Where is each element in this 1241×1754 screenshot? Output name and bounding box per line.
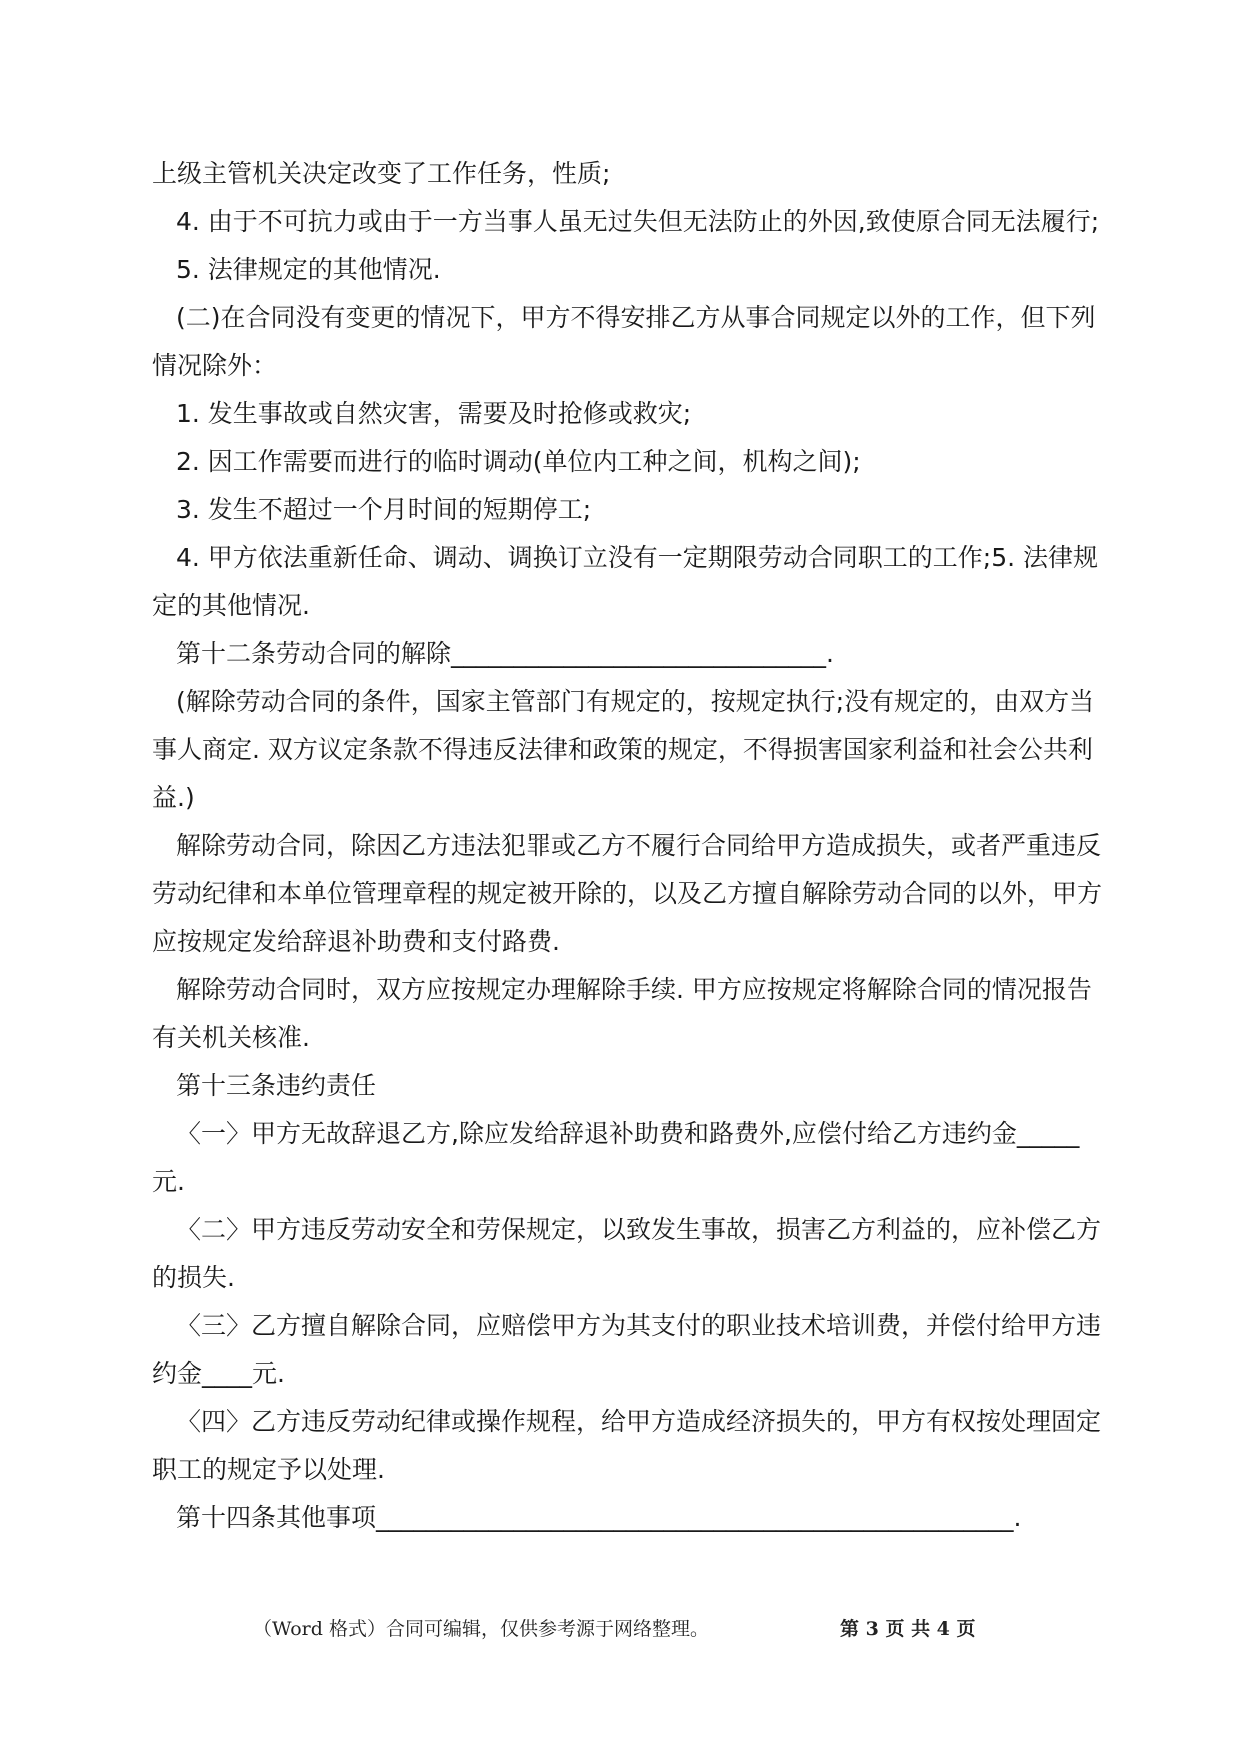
text-line: 第十四条其他事项___________________________________________________. — [176, 1503, 1022, 1532]
text-line: 元. — [152, 1167, 185, 1196]
text-line: 有关机关核准. — [152, 1023, 310, 1052]
text-line: 〈一〉甲方无故辞退乙方,除应发给辞退补助费和路费外,应偿付给乙方违约金_____ — [176, 1119, 1080, 1148]
text-line: 上级主管机关决定改变了工作任务，性质; — [152, 159, 611, 188]
text-line: 约金____元. — [152, 1359, 285, 1388]
text-line: (解除劳动合同的条件，国家主管部门有规定的，按规定执行;没有规定的，由双方当 — [176, 687, 1095, 716]
text-line: 益.) — [152, 783, 195, 812]
text-line: 解除劳动合同，除因乙方违法犯罪或乙方不履行合同给甲方造成损失，或者严重违反 — [176, 831, 1102, 860]
text-line: 1. 发生事故或自然灾害，需要及时抢修或救灾; — [176, 399, 692, 428]
text-line: 定的其他情况. — [152, 591, 310, 620]
text-line: 第十二条劳动合同的解除______________________________. — [176, 639, 834, 668]
text-line: 职工的规定予以处理. — [152, 1455, 385, 1484]
text-line: 3. 发生不超过一个月时间的短期停工; — [176, 495, 592, 524]
text-line: 5. 法律规定的其他情况. — [176, 255, 441, 284]
text-line: 〈四〉乙方违反劳动纪律或操作规程，给甲方造成经济损失的，甲方有权按处理固定 — [176, 1407, 1102, 1436]
document-body — [152, 150, 1103, 1542]
text-line: 〈二〉甲方违反劳动安全和劳保规定，以致发生事故，损害乙方利益的，应补偿乙方 — [176, 1215, 1102, 1244]
text-line: 劳动纪律和本单位管理章程的规定被开除的，以及乙方擅自解除劳动合同的以外，甲方 — [152, 879, 1103, 908]
text-line: 2. 因工作需要而进行的临时调动(单位内工种之间，机构之间); — [176, 447, 861, 476]
text-line: 应按规定发给辞退补助费和支付路费. — [152, 927, 560, 956]
page-number: 第 3 页 共 4 页 — [840, 1618, 976, 1640]
text-line: 的损失. — [152, 1263, 235, 1292]
text-line: 4. 由于不可抗力或由于一方当事人虽无过失但无法防止的外因,致使原合同无法履行; — [176, 207, 1100, 236]
text-line: 解除劳动合同时，双方应按规定办理解除手续. 甲方应按规定将解除合同的情况报告 — [176, 975, 1092, 1004]
text-line: 事人商定. 双方议定条款不得违反法律和政策的规定，不得损害国家利益和社会公共利 — [152, 735, 1093, 764]
footer-note: （Word 格式）合同可编辑，仅供参考源于网络整理。 — [253, 1618, 709, 1640]
text-line: (二)在合同没有变更的情况下，甲方不得安排乙方从事合同规定以外的工作，但下列 — [176, 303, 1096, 332]
text-line: 第十三条违约责任 — [176, 1071, 377, 1100]
text-line: 4. 甲方依法重新任命、调动、调换订立没有一定期限劳动合同职工的工作;5. 法律规 — [176, 543, 1099, 572]
text-line: 〈三〉乙方擅自解除合同，应赔偿甲方为其支付的职业技术培训费，并偿付给甲方违 — [176, 1311, 1102, 1340]
text-line: 情况除外： — [152, 351, 278, 380]
